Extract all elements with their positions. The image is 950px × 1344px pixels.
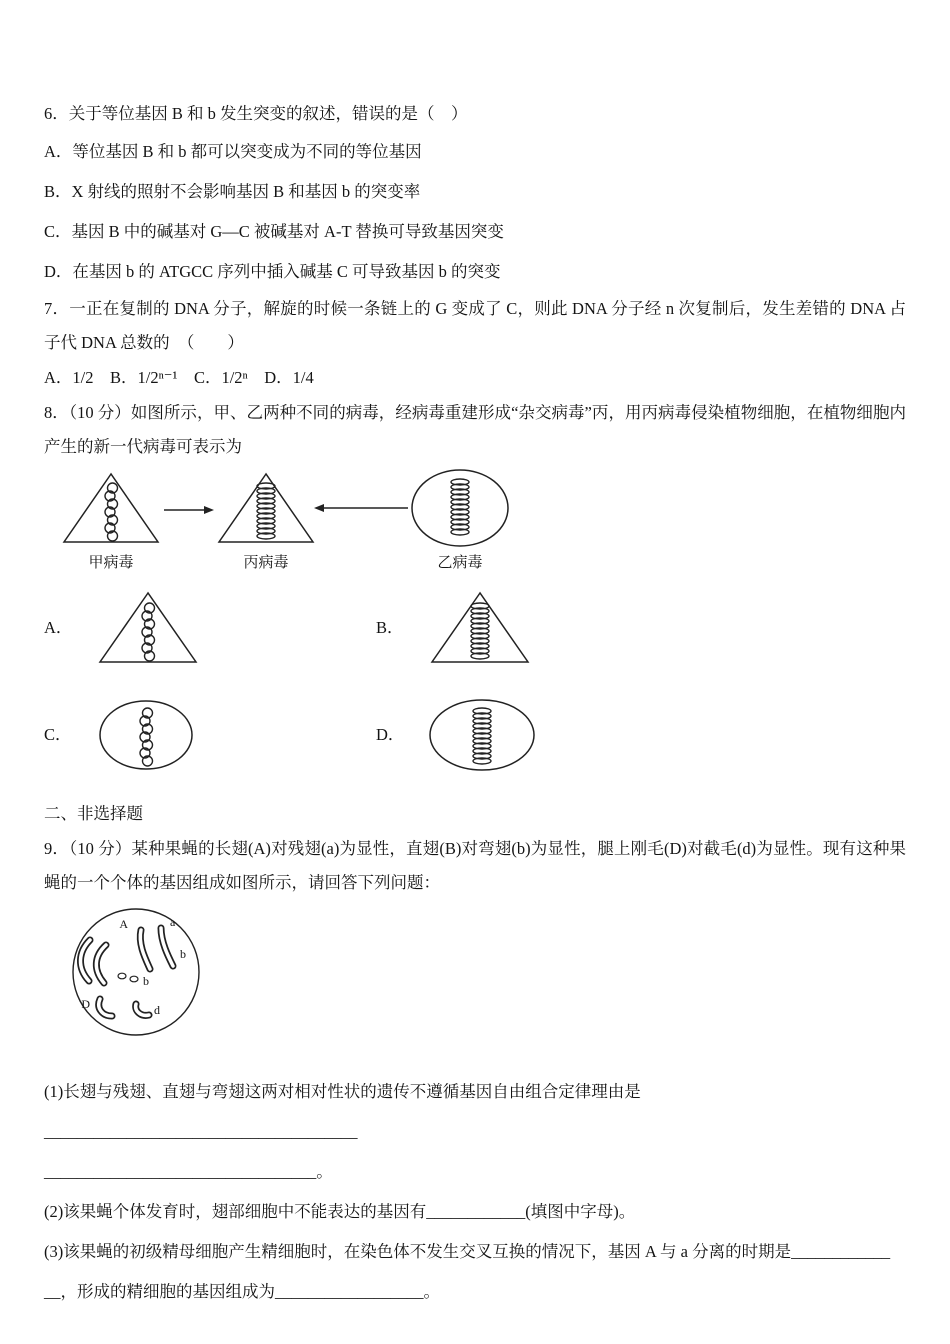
q8-option-d-figure (420, 698, 550, 772)
q8-option-c-label: C． (44, 724, 72, 744)
q9-subquestions (44, 1072, 906, 1312)
q8-options-row-cd (44, 698, 906, 772)
virus-yi-label: 乙病毒 (437, 555, 483, 571)
q8-option-b-label: B． (376, 617, 404, 637)
q8-option-c (44, 698, 376, 772)
q6-option-a: A．等位基因 B 和 b 都可以突变成为不同的等位基因 (44, 142, 422, 161)
virus-yi-genome-coil (451, 479, 469, 535)
q6-option-c: C．基因 B 中的碱基对 G—C 被碱基对 A-T 替换可导致基因突变 (44, 222, 504, 241)
virus-jia-genome-coil (105, 483, 118, 541)
small-chromosome-dot-2 (130, 976, 138, 982)
q8-option-a-figure (88, 588, 208, 668)
gene-label-d: d (154, 1003, 160, 1017)
virus-bing-label: 丙病毒 (243, 555, 289, 571)
gene-label-a: a (170, 915, 176, 929)
q7-stem: 7．一正在复制的 DNA 分子，解旋的时候一条链上的 G 变成了 C，则此 DNA 分子经 n 次复制后，发生差错的 DNA 占子代 DNA 总数的 （ ） (44, 299, 906, 352)
q6-option-b: B．X 射线的照射不会影响基因 B 和基因 b 的突变率 (44, 182, 421, 201)
q8-option-d (376, 698, 550, 772)
gene-label-D: D (81, 997, 90, 1011)
q9-sub2: (2)该果蝇个体发育时，翅部细胞中不能表达的基因有____________(填图中字母)。 (44, 1202, 636, 1221)
q8-option-b (376, 588, 540, 668)
q8-option-c-figure (88, 698, 208, 772)
q8-option-a (44, 588, 376, 668)
section-2-title: 二、非选择题 (44, 804, 143, 823)
q8-option-a-label: A． (44, 617, 73, 637)
q6-option-d: D．在基因 b 的 ATGCC 序列中插入碱基 C 可导致基因 b 的突变 (44, 262, 501, 281)
small-chromosome-dot-1 (118, 973, 126, 979)
q9-stem: 9．（10 分）某种果蝇的长翅(A)对残翅(a)为显性，直翅(B)对弯翅(b)为显性，腿上刚毛(D)对截毛(d)为显性。现有这种果蝇的一个个体的基因组成如图所示，请回答下列问题： (44, 839, 906, 892)
gene-label-b1: b (180, 947, 186, 961)
q6-stem: 6．关于等位基因 B 和 b 发生突变的叙述，错误的是（ ） (44, 104, 468, 123)
virus-jia-label: 甲病毒 (88, 555, 134, 571)
gene-label-b2: b (143, 974, 149, 988)
q9-sub1-line1: (1)长翅与残翅、直翅与弯翅这两对相对性状的遗传不遵循基因自由组合定律理由是______________________________________ (44, 1082, 641, 1141)
q8-options-row-ab (44, 588, 906, 668)
virus-figure (56, 468, 516, 574)
q9-sub1-line2: _________________________________。 (44, 1162, 333, 1181)
virus-bing-genome-coil (257, 483, 275, 539)
q8-option-d-label: D． (376, 724, 405, 744)
q9-sub3-line2: __，形成的精细胞的基因组成为__________________。 (44, 1282, 440, 1301)
cell-membrane (73, 909, 199, 1035)
arrow-yi-to-bing-head (314, 504, 324, 512)
q8-option-b-figure (420, 588, 540, 668)
arrow-jia-to-bing-head (204, 506, 214, 514)
q8-stem: 8．（10 分）如图所示，甲、乙两种不同的病毒，经病毒重建形成“杂交病毒”丙，用丙病毒侵染植物细胞，在植物细胞内产生的新一代病毒可表示为 (44, 403, 906, 456)
chromosome-cell-figure (44, 904, 234, 1044)
gene-label-A: A (119, 917, 128, 931)
q9-sub3-line1: (3)该果蝇的初级精母细胞产生精细胞时，在染色体不发生交叉互换的情况下，基因 A 与 a 分离的时期是____________ (44, 1242, 891, 1261)
q7-answers: A．1/2 B．1/2ⁿ⁻¹ C．1/2ⁿ D．1/4 (44, 368, 314, 387)
